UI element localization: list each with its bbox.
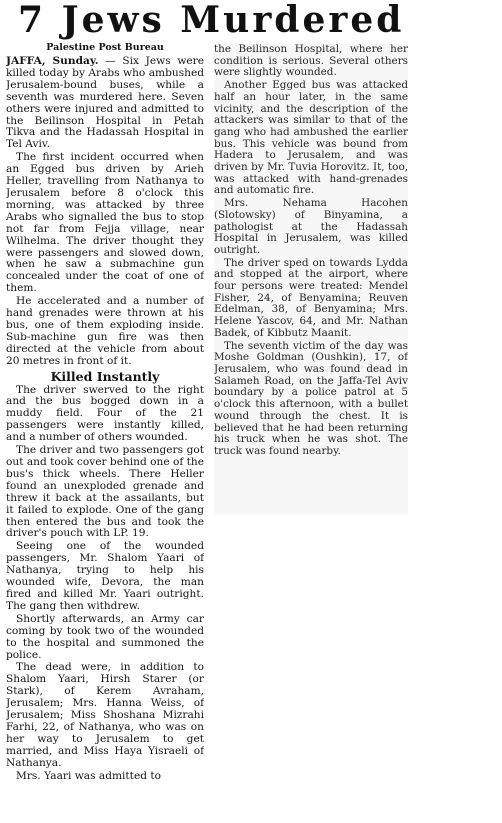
- paragraph: He accelerated and a number of hand grenades were thrown at his bus, one of them exploding inside. Sub-machine gun fire was then directed at the vehicle from about 20 metres in front of it.: [6, 295, 204, 367]
- paragraph: The first incident occurred when an Egged bus driven by Arieh Heller, travelling from Nathanya to Jerusalem before 8 o'clock this morning, was attacked by three Arabs who signalled the bus to stop not far from Fejja village, near Wilhelma. The driver thought they were passengers and slowed down, when he saw a submachine gun concealed under the coat of one of them.: [6, 151, 204, 295]
- paragraph: the Beilinson Hospital, where her condition is serious. Several others were slightly wounded.: [214, 44, 408, 79]
- subheading: Killed Instantly: [50, 368, 160, 384]
- article-column-right: [214, 44, 408, 514]
- paragraph-text: — Six Jews were killed today by Arabs who ambushed Jerusalem-bound buses, while a seventh was murdered here. Seven others were injured and admitted to the Beilinson Hospital in Petah Tikva and the Hadassah Hospital in Tel Aviv.: [6, 55, 204, 151]
- headline: 7 Jews Murdered: [18, 0, 405, 40]
- paragraph: The driver sped on towards Lydda and stopped at the airport, where four persons were treated: Mendel Fisher, 24, of Benyamina; Reuven Edelman, 38, of Benyamina; Mrs. Helene Yascov, 64, and Mr. Nathan Badek, of Kibbutz Maanit.: [214, 256, 408, 339]
- paragraph: The dead were, in addition to Shalom Yaari, Hirsh Starer (or Stark), of Kerem Avraham, Jerusalem; Mrs. Hanna Weiss, of Jerusalem; Miss Shoshana Mizrahi Farhi, 22, of Nathanya, who was on her way to Jerusalem to get married, and Miss Haya Yisraeli of Nathanya.: [6, 661, 204, 769]
- paragraph: Mrs. Yaari was admitted to: [16, 769, 161, 782]
- paragraph: Seeing one of the wounded passengers, Mr. Shalom Yaari of Nathanya, trying to help his wounded wife, Devora, the man fired and killed Mr. Yaari outright. The gang then withdrew.: [6, 540, 204, 612]
- paragraph: Another Egged bus was attacked half an hour later, in the same vicinity, and the description of the attackers was similar to that of the gang who had ambushed the earlier bus. This vehicle was bound from Hadera to Jerusalem, and was driven by Mr. Tuvia Horovitz. It, too, was attacked with hand-grenades and automatic fire.: [214, 79, 408, 197]
- byline: Palestine Post Bureau: [46, 42, 164, 53]
- paragraph: The driver and two passengers got out and took cover behind one of the bus's thick wheels. There Heller found an unexploded grenade and threw it back at the assailants, but it failed to explode. One of the gang then entered the bus and took the driver's pouch with LP. 19.: [6, 444, 204, 540]
- paragraph: The driver swerved to the right and the bus bogged down in a muddy field. Four of the 21 passengers were instantly killed, and a number of others wounded.: [6, 383, 204, 444]
- article-column-left: [6, 42, 204, 818]
- paragraph: The seventh victim of the day was Moshe Goldman (Oushkin), 17, of Jerusalem, who was found dead in Salameh Road, on the Jaffa-Tel Aviv boundary by a police patrol at 5 o'clock this afternoon, with a bullet wound through the chest. It is believed that he had been returning his truck when he was shot. The truck was found nearby.: [214, 339, 408, 457]
- dateline: JAFFA, Sunday.: [6, 55, 99, 67]
- paragraph: [6, 56, 204, 151]
- paragraph: Mrs. Nehama Hacohen (Slotowsky) of Binyamina, a pathologist at the Hadassah Hospital in Jerusalem, was killed outright.: [214, 197, 408, 256]
- paragraph: Shortly afterwards, an Army car coming by took two of the wounded to the hospital and summoned the police.: [6, 612, 204, 661]
